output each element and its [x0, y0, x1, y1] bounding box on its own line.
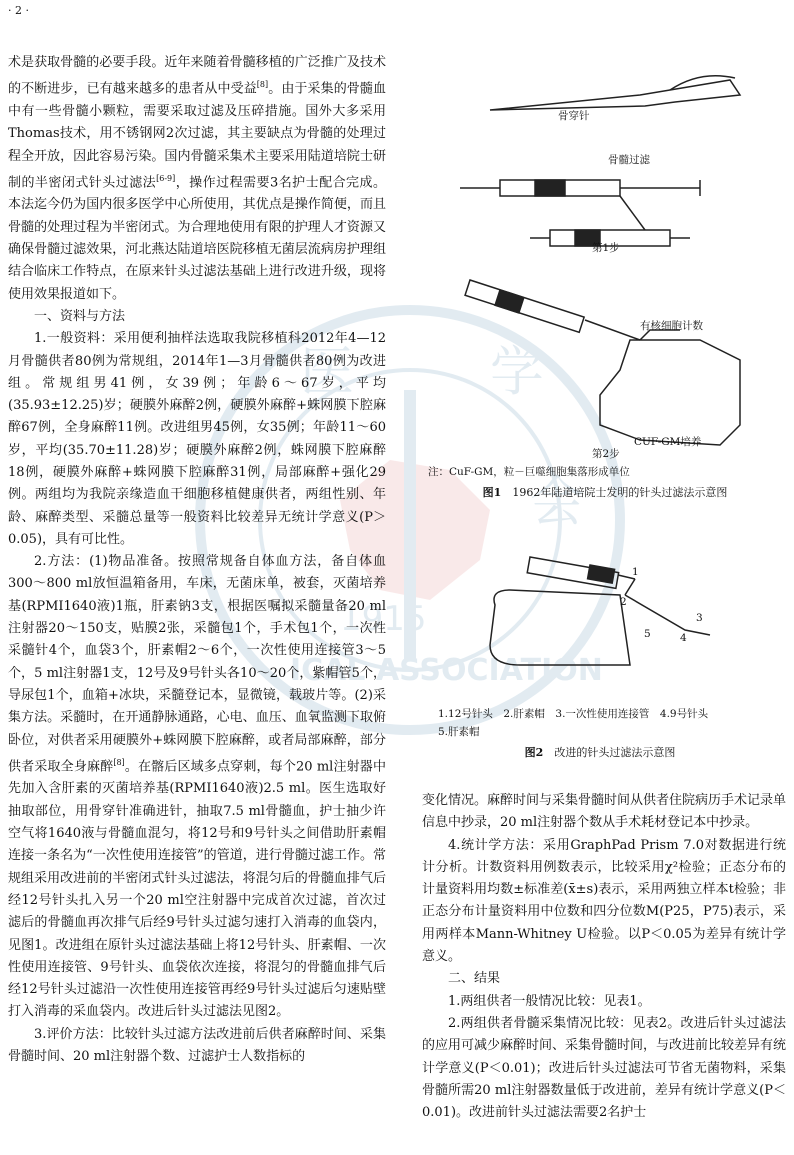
paragraph: 术是获取骨髓的必要手段。近年来随着骨髓移植的广泛推广及技术的不断进步，已有越来越多的患者从中受益[8]。由于采集的骨髓血中有一些骨髓小颗粒，需要采取过滤及压碎措施。国外大多采用Thomas技术，用不锈钢网2次过滤，其主要缺点为骨髓的处理过程全开放，因此容易污染。国内骨髓采集术主要采用陆道培院士研制的半密闭式针头过滤法[6-9]，操作过程需要3名护士配合完成。本法迄今仍为国内很多医学中心所使用，其优点是操作简便，而且骨髓的处理过程为半密闭式。为合理地使用有限的护理人才资源又确保骨髓过滤效果，河北燕达陆道培医院移植无菌层流病房护理组结合临床工作特点，在原来针头过滤法基础上进行改进升级，现将使用效果报道如下。 — [8, 55, 386, 302]
figure2-legend-line1: 1.12号针头 2.肝素帽 3.一次性使用连接管 4.9号针头 — [438, 708, 709, 720]
watermark-english: ICAL ASSOCIATION — [290, 653, 603, 688]
watermark-char-3: 会 — [530, 470, 584, 533]
label-step1: 第1步 — [592, 242, 620, 254]
paragraph: 2.方法：(1)物品准备。按照常规备自体血方法，备自体血300～800 ml放恒温箱备用，车床，无菌床单，被套，灭菌培养基(RPMI1640液)1瓶，肝素钠3支，根据医嘱拟采髓量备20 ml注射器20～150支，贴膜2张，采髓包1个，手术包1个，一次性采髓针4个，血袋3个，肝素帽2～6个，一次性使用连接管3～5个，5 ml注射器1支，12号及9号针头各10～20个，紫帽管5个，导尿包1个，血箱+冰块，采髓登记本，显微镜，载玻片等。(2)采集方法。采髓时，在开通静脉通路，心电、血压、血氧监测下取俯卧位，对供者采用硬膜外+蛛网膜下腔麻醉，或者局部麻醉，部分供者采取全身麻醉[8]。在髂后区域多点穿刺，每个20 ml注射器中先加入含肝素的灭菌培养基(RPMI1640液)2.5 ml。医生选取好抽取部位，用骨穿针准确进针，抽取7.5 ml骨髓血，护士抽少许空气将1640液与骨髓血混匀，将12号和9号针头之间借助肝素帽连接一条名为“一次性使用连接管”的管道，进行骨髓过滤工作。常规组采用改进前的半密闭式针头过滤法，将混匀后的骨髓血排气后经12号针头扎入另一个20 ml空注射器中完成首次过滤，首次过滤后的骨髓血再次排气后经9号针头过滤匀速打入消毒的血袋内，见图1。改进组在原针头过滤法基础上将12号针头、肝素帽、一次性使用连接管、9号针头、血袋依次连接，将混匀的骨髓血排气后经12号针头过滤沿一次性使用连接管再经9号针头过滤后匀速贴壁打入消毒的采血袋内。改进后针头过滤法见图2。 — [8, 554, 386, 1020]
figure2-legend-line2: 5.肝素帽 — [438, 726, 480, 738]
label-cell-count: 有核细胞计数 — [640, 320, 703, 332]
paragraph: 1.两组供者一般情况比较：见表1。 — [448, 993, 651, 1009]
label-marrow-filter: 骨髓过滤 — [608, 154, 650, 166]
fig2-number-4: 4 — [680, 632, 687, 644]
label-needle: 骨穿针 — [558, 110, 590, 122]
left-column — [8, 52, 386, 1068]
section-heading: 一、资料与方法 — [34, 308, 126, 324]
fig2-number-2: 2 — [620, 596, 627, 608]
figure2-caption: 图2 改进的针头过滤法示意图 — [524, 746, 676, 759]
watermark-year: 1915 — [340, 599, 427, 639]
paragraph: 变化情况。麻醉时间与采集骨髓时间从供者住院病历手术记录单信息中抄录，20 ml注射器个数从手术耗材登记本中抄录。 — [422, 793, 787, 831]
paragraph: 4.统计学方法：采用GraphPad Prism 7.0对数据进行统计分析。计数资料用例数表示，比较采用χ²检验；正态分布的计量资料用均数±标准差(x̄±s)表示，采用两独立样本t检验；非正态分布计量资料用中位数和四分位数M(P25，P75)表示，采用两样本Mann-Whitney U检验。以P＜0.05为差异有统计学意义。 — [422, 837, 786, 965]
label-step2: 第2步 — [592, 448, 620, 460]
right-column — [422, 790, 786, 1124]
fig2-number-5: 5 — [644, 628, 651, 640]
label-culture: CUF-GM培养 — [634, 436, 702, 448]
fig2-number-1: 1 — [632, 566, 639, 578]
figure1-caption: 图1 1962年陆道培院士发明的针头过滤法示意图 — [482, 486, 728, 499]
watermark-char-2: 学 — [490, 340, 544, 403]
page-number: · 2 · — [8, 4, 29, 17]
paragraph: 2.两组供者骨髓采集情况比较：见表2。改进后针头过滤法的应用可减少麻醉时间、采集骨髓时间，与改进前比较差异有统计学意义(P＜0.01)；改进后针头过滤法可节省无菌物料，采集骨髓所需20 ml注射器数量低于改进前，差异有统计学意义(P＜0.01)。改进前针头过滤法需要2名护士 — [422, 1015, 787, 1121]
paragraph: 3.评价方法：比较针头过滤方法改进前后供者麻醉时间、采集骨髓时间、20 ml注射器个数、过滤护士人数指标的 — [8, 1026, 386, 1065]
paragraph: 1.一般资料：采用便利抽样法选取我院移植科2012年4—12月骨髓供者80例为常规组，2014年1—3月骨髓供者80例为改进组。常规组男41例，女39例；年龄6～67岁，平均(35.93±12.25)岁；硬膜外麻醉2例，硬膜外麻醉+蛛网膜下腔麻醉67例，全身麻醉11例。改进组男45例，女35例；年龄11～60岁，平均(35.70±11.28)岁；硬膜外麻醉2例，蛛网膜下腔麻醉18例，硬膜外麻醉+蛛网膜下腔麻醉31例，局部麻醉+强化29例。两组均为我院亲缘造血干细胞移植健康供者，两组性别、年龄、麻醉类型、采髓总量等一般资料比较差异无统计学意义(P＞0.05)，具有可比性。 — [8, 331, 386, 547]
watermark-char-1: 医 — [300, 340, 354, 403]
section-heading: 二、结果 — [448, 971, 501, 987]
figure2-diagram — [470, 545, 750, 695]
figure1-note: 注：CuF-GM，粒－巨噬细胞集落形成单位 — [428, 466, 630, 478]
fig2-number-3: 3 — [696, 612, 703, 624]
